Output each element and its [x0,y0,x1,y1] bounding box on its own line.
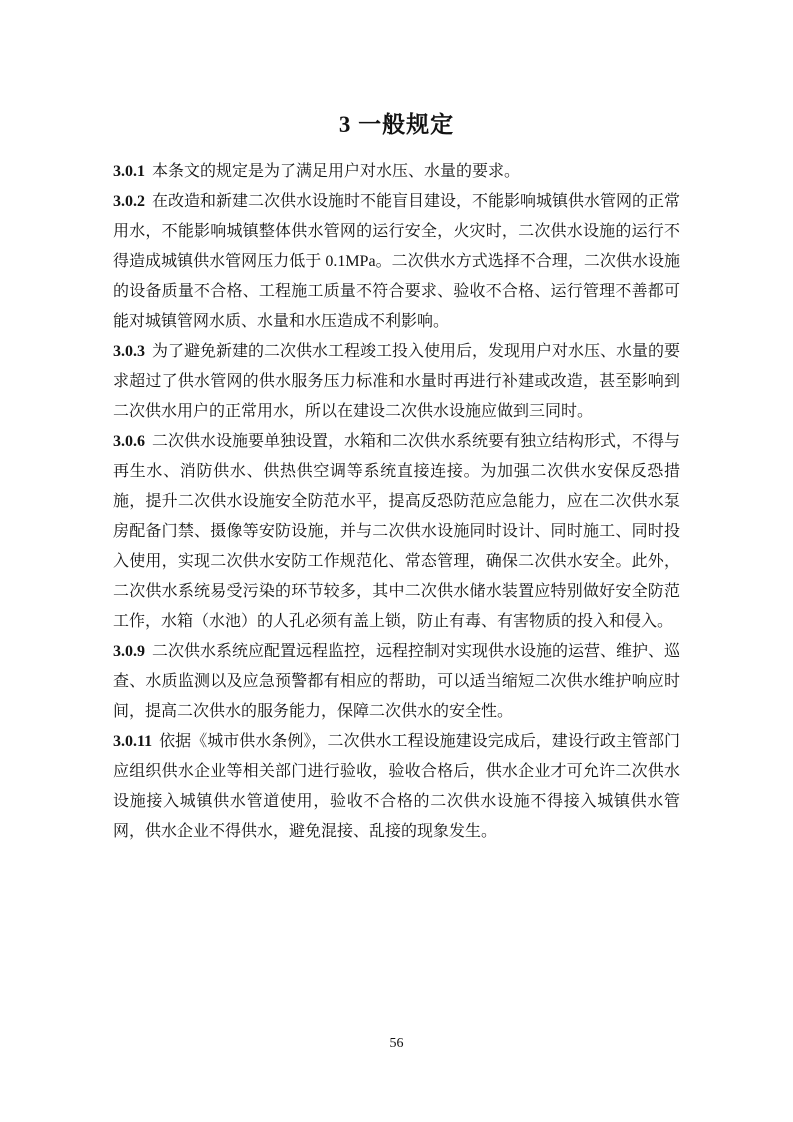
section-3-0-3 [113,337,680,427]
section-number: 3.0.9 [113,643,145,660]
section-number: 3.0.6 [113,433,145,450]
section-text: 二次供水系统应配置远程监控，远程控制对实现供水设施的运营、维护、巡查、水质监测以及应急预警都有相应的帮助，可以适当缩短二次供水维护响应时间，提高二次供水的服务能力，保障二次供水的安全性。 [113,643,681,720]
section-number: 3.0.3 [113,343,145,360]
page-number: 56 [389,1036,404,1051]
section-number: 3.0.11 [113,733,153,750]
section-3-0-2 [113,187,680,337]
section-number: 3.0.1 [113,163,145,180]
section-3-0-1 [113,157,680,187]
document-content [113,157,680,847]
section-3-0-11 [113,727,680,847]
section-3-0-6 [113,427,680,637]
section-number: 3.0.2 [113,193,145,210]
section-text: 本条文的规定是为了满足用户对水压、水量的要求。 [152,163,521,180]
section-text: 在改造和新建二次供水设施时不能盲目建设，不能影响城镇供水管网的正常用水，不能影响城镇整体供水管网的运行安全，火灾时，二次供水设施的运行不得造成城镇供水管网压力低于 0.1MPa。二次供水方式选择不合理，二次供水设施的设备质量不合格、工程施工质量不符合要求、验收不合格、运行管理不善都可能对城镇管网水质、水量和水压造成不利影响。 [113,193,681,330]
section-text: 为了避免新建的二次供水工程竣工投入使用后，发现用户对水压、水量的要求超过了供水管网的供水服务压力标准和水量时再进行补建或改造，甚至影响到二次供水用户的正常用水，所以在建设二次供水设施应做到三同时。 [113,343,681,420]
section-text: 二次供水设施要单独设置，水箱和二次供水系统要有独立结构形式，不得与再生水、消防供水、供热供空调等系统直接连接。为加强二次供水安保反恐措施，提升二次供水设施安全防范水平，提高反恐防范应急能力，应在二次供水泵房配备门禁、摄像等安防设施，并与二次供水设施同时设计、同时施工、同时投入使用，实现二次供水安防工作规范化、常态管理，确保二次供水安全。此外，二次供水系统易受污染的环节较多，其中二次供水储水装置应特别做好安全防范工作，水箱（水池）的人孔必须有盖上锁，防止有毒、有害物质的投入和侵入。 [113,433,681,630]
section-3-0-9 [113,637,680,727]
section-text: 依据《城市供水条例》，二次供水工程设施建设完成后，建设行政主管部门应组织供水企业等相关部门进行验收，验收合格后，供水企业才可允许二次供水设施接入城镇供水管道使用，验收不合格的二次供水设施不得接入城镇供水管网，供水企业不得供水，避免混接、乱接的现象发生。 [113,733,680,840]
page-title: 3 一般规定 [338,112,455,137]
